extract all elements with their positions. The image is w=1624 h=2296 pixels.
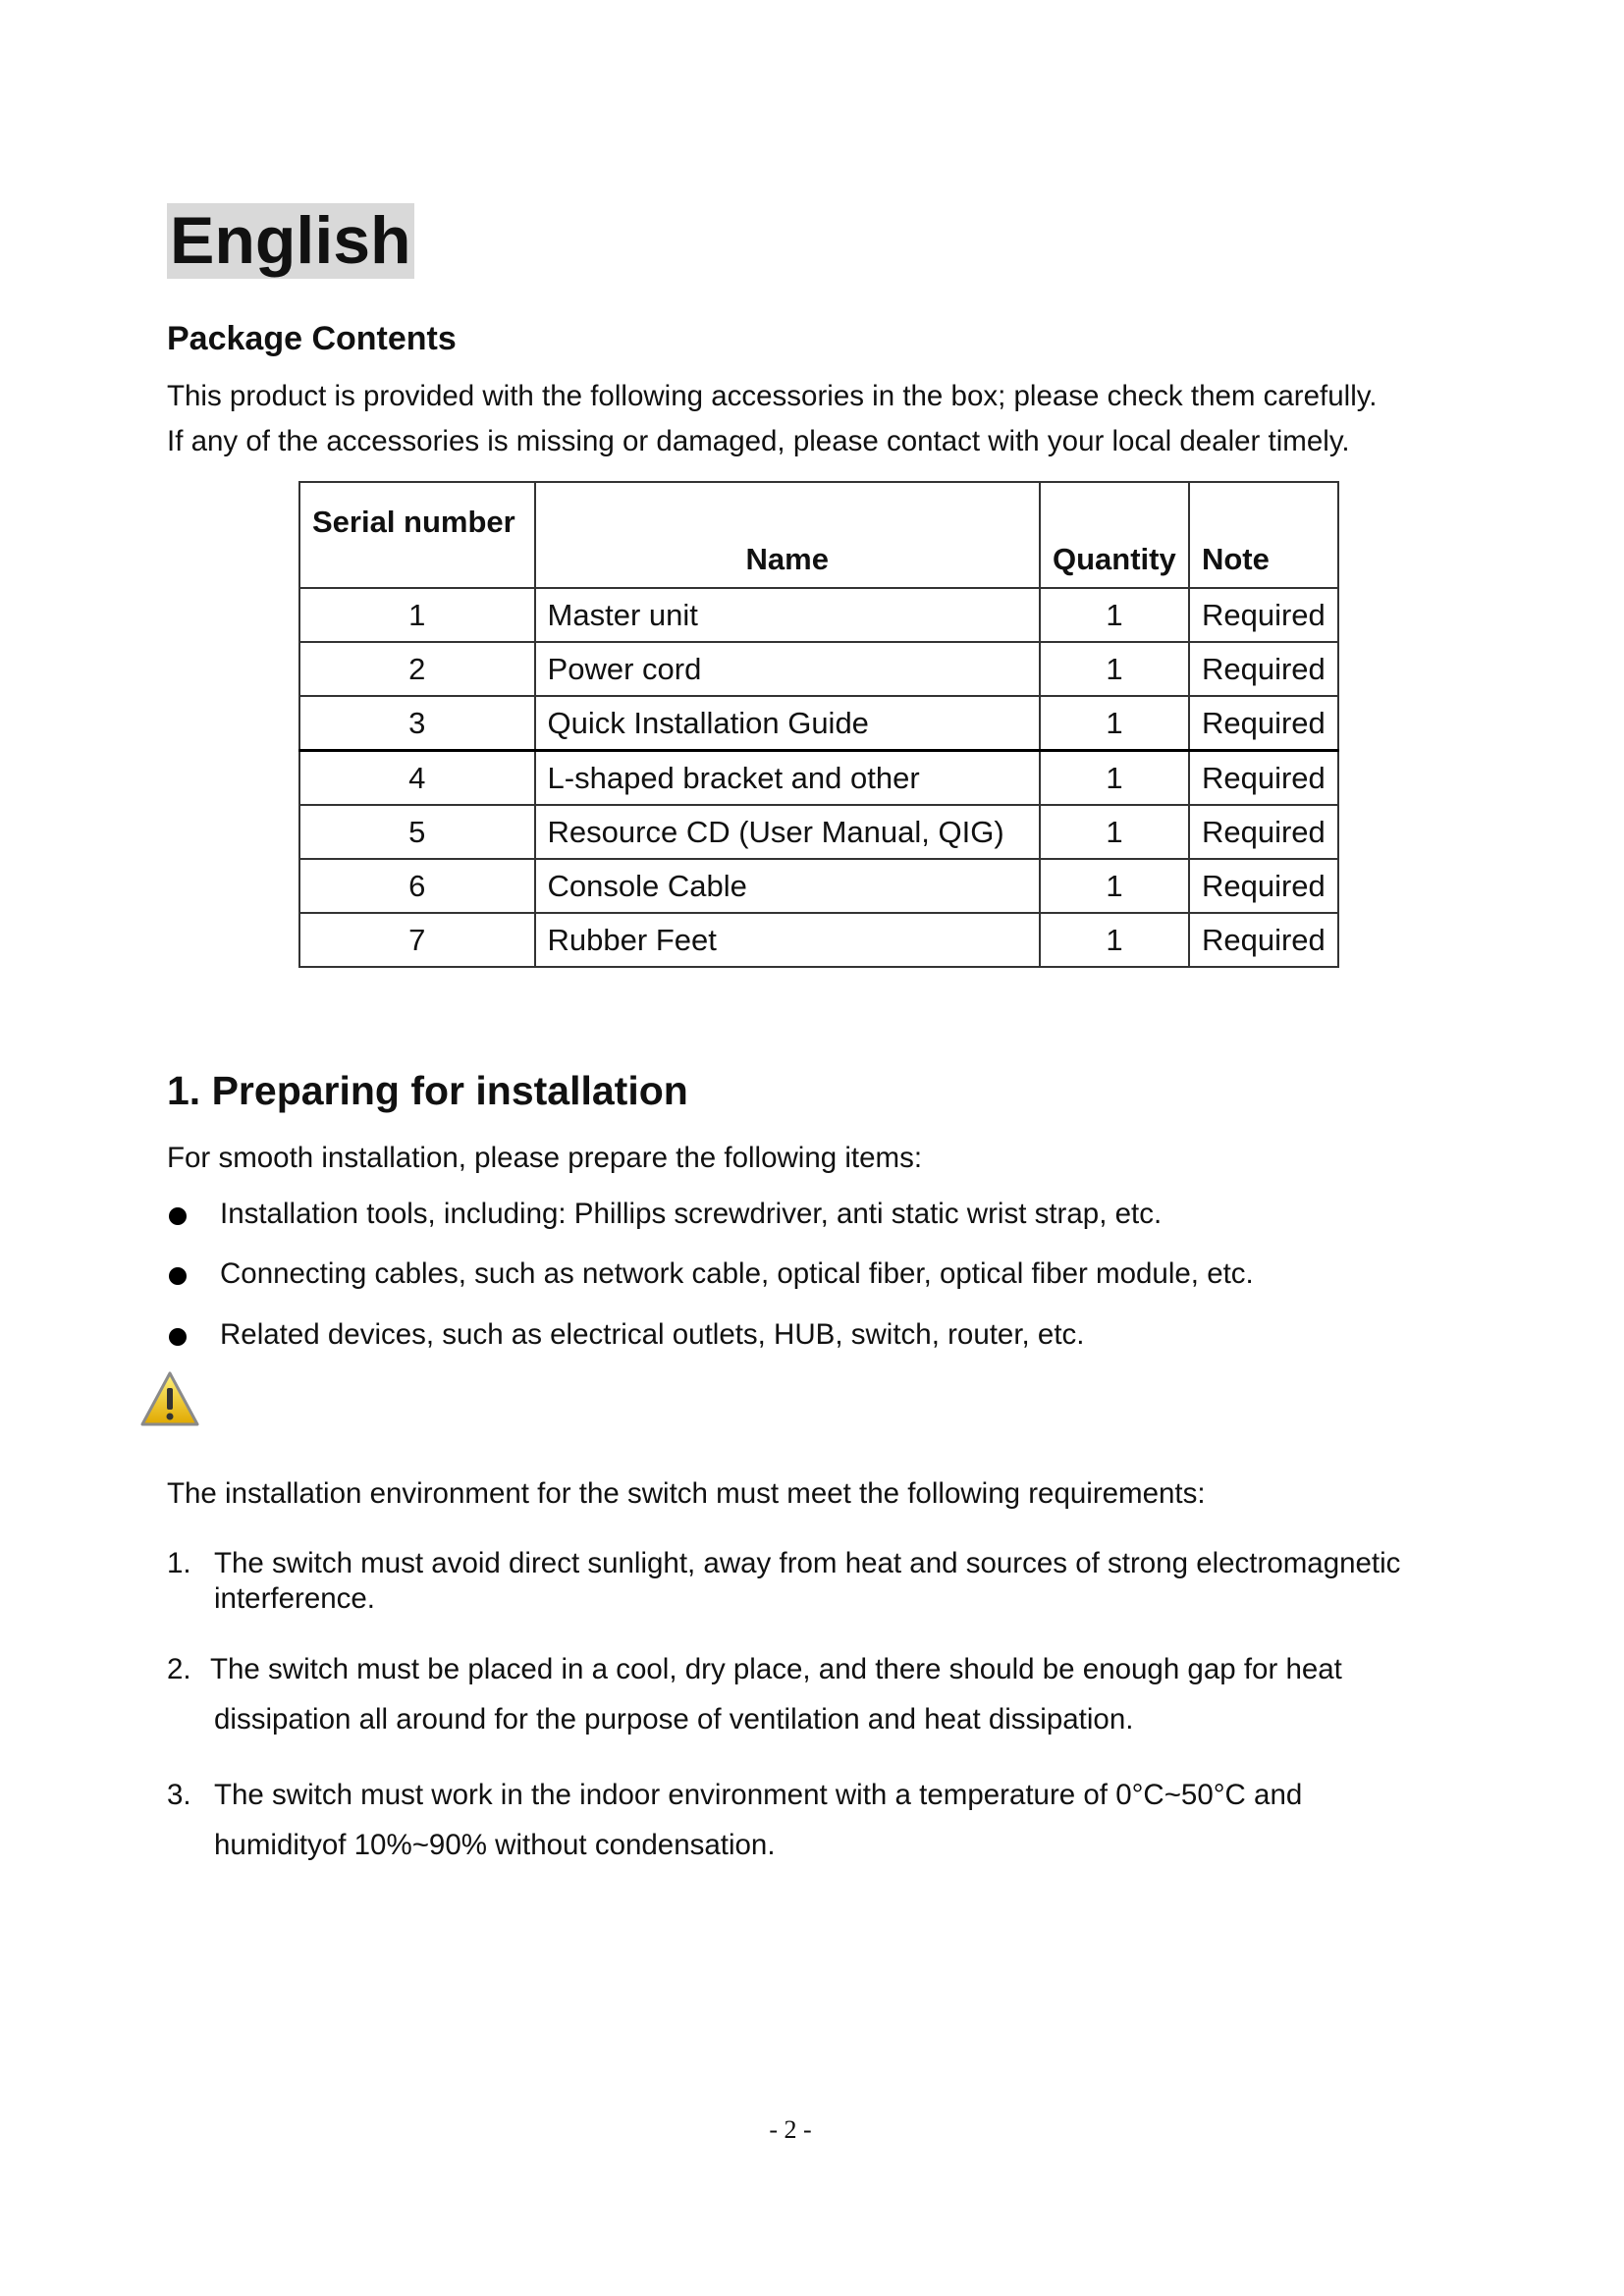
serial-cell: 2 xyxy=(299,642,535,696)
table-row xyxy=(299,588,1338,642)
note-cell: Required xyxy=(1189,751,1338,806)
note-cell: Required xyxy=(1189,696,1338,751)
requirement-line: interference. xyxy=(214,1582,375,1615)
intro-line-2: If any of the accessories is missing or damaged, please contact with your local dealer timely. xyxy=(167,425,1350,457)
quantity-cell: 1 xyxy=(1040,805,1189,859)
quantity-cell: 1 xyxy=(1040,642,1189,696)
bullet-icon xyxy=(169,1267,187,1285)
requirement-number: 3. xyxy=(167,1779,191,1811)
bullet-item: Connecting cables, such as network cable, optical fiber, optical fiber module, etc. xyxy=(220,1257,1254,1290)
name-cell: Console Cable xyxy=(535,859,1040,913)
serial-cell: 4 xyxy=(299,751,535,806)
environment-intro: The installation environment for the switch must meet the following requirements: xyxy=(167,1477,1206,1510)
name-cell: Power cord xyxy=(535,642,1040,696)
serial-cell: 7 xyxy=(299,913,535,967)
requirement-line: dissipation all around for the purpose of ventilation and heat dissipation. xyxy=(214,1703,1134,1735)
section-heading: 1. Preparing for installation xyxy=(167,1068,688,1113)
requirement-line: The switch must be placed in a cool, dry place, and there should be enough gap for heat xyxy=(210,1653,1342,1685)
table-header-row xyxy=(299,482,1338,588)
quantity-cell: 1 xyxy=(1040,913,1189,967)
table-row xyxy=(299,805,1338,859)
section-intro: For smooth installation, please prepare the following items: xyxy=(167,1142,923,1174)
header-name: Name xyxy=(535,482,1040,588)
serial-cell: 5 xyxy=(299,805,535,859)
package-contents-table xyxy=(298,481,1339,968)
quantity-cell: 1 xyxy=(1040,588,1189,642)
name-cell: Master unit xyxy=(535,588,1040,642)
bullet-icon xyxy=(169,1207,187,1225)
quantity-cell: 1 xyxy=(1040,859,1189,913)
quantity-cell: 1 xyxy=(1040,751,1189,806)
note-cell: Required xyxy=(1189,642,1338,696)
language-title: English xyxy=(167,203,414,279)
header-quantity: Quantity xyxy=(1040,482,1189,588)
requirement-number: 2. xyxy=(167,1653,191,1685)
header-note: Note xyxy=(1189,482,1338,588)
name-cell: Rubber Feet xyxy=(535,913,1040,967)
note-cell: Required xyxy=(1189,913,1338,967)
bullet-item: Installation tools, including: Phillips screwdriver, anti static wrist strap, etc. xyxy=(220,1198,1163,1230)
requirement-line: The switch must work in the indoor environment with a temperature of 0°C~50°C and xyxy=(214,1779,1303,1811)
intro-line-1: This product is provided with the following accessories in the box; please check them carefully. xyxy=(167,380,1378,412)
name-cell: Quick Installation Guide xyxy=(535,696,1040,751)
table-row xyxy=(299,751,1338,806)
serial-cell: 6 xyxy=(299,859,535,913)
bullet-icon xyxy=(169,1328,187,1346)
quantity-cell: 1 xyxy=(1040,696,1189,751)
page-number: - 2 - xyxy=(769,2115,812,2144)
table-row xyxy=(299,859,1338,913)
bullet-item: Related devices, such as electrical outlets, HUB, switch, router, etc. xyxy=(220,1318,1085,1351)
table-row xyxy=(299,696,1338,751)
package-contents-heading: Package Contents xyxy=(167,320,457,357)
requirement-line: The switch must avoid direct sunlight, away from heat and sources of strong electromagnetic xyxy=(214,1547,1401,1579)
name-cell: Resource CD (User Manual, QIG) xyxy=(535,805,1040,859)
serial-cell: 1 xyxy=(299,588,535,642)
requirement-line: humidityof 10%~90% without condensation. xyxy=(214,1829,776,1861)
table-row xyxy=(299,642,1338,696)
header-serial: Serial number xyxy=(299,482,535,588)
note-cell: Required xyxy=(1189,805,1338,859)
table-row xyxy=(299,913,1338,967)
requirement-number: 1. xyxy=(167,1547,191,1579)
serial-cell: 3 xyxy=(299,696,535,751)
warning-triangle-icon xyxy=(139,1370,200,1429)
name-cell: L-shaped bracket and other xyxy=(535,751,1040,806)
note-cell: Required xyxy=(1189,859,1338,913)
note-cell: Required xyxy=(1189,588,1338,642)
